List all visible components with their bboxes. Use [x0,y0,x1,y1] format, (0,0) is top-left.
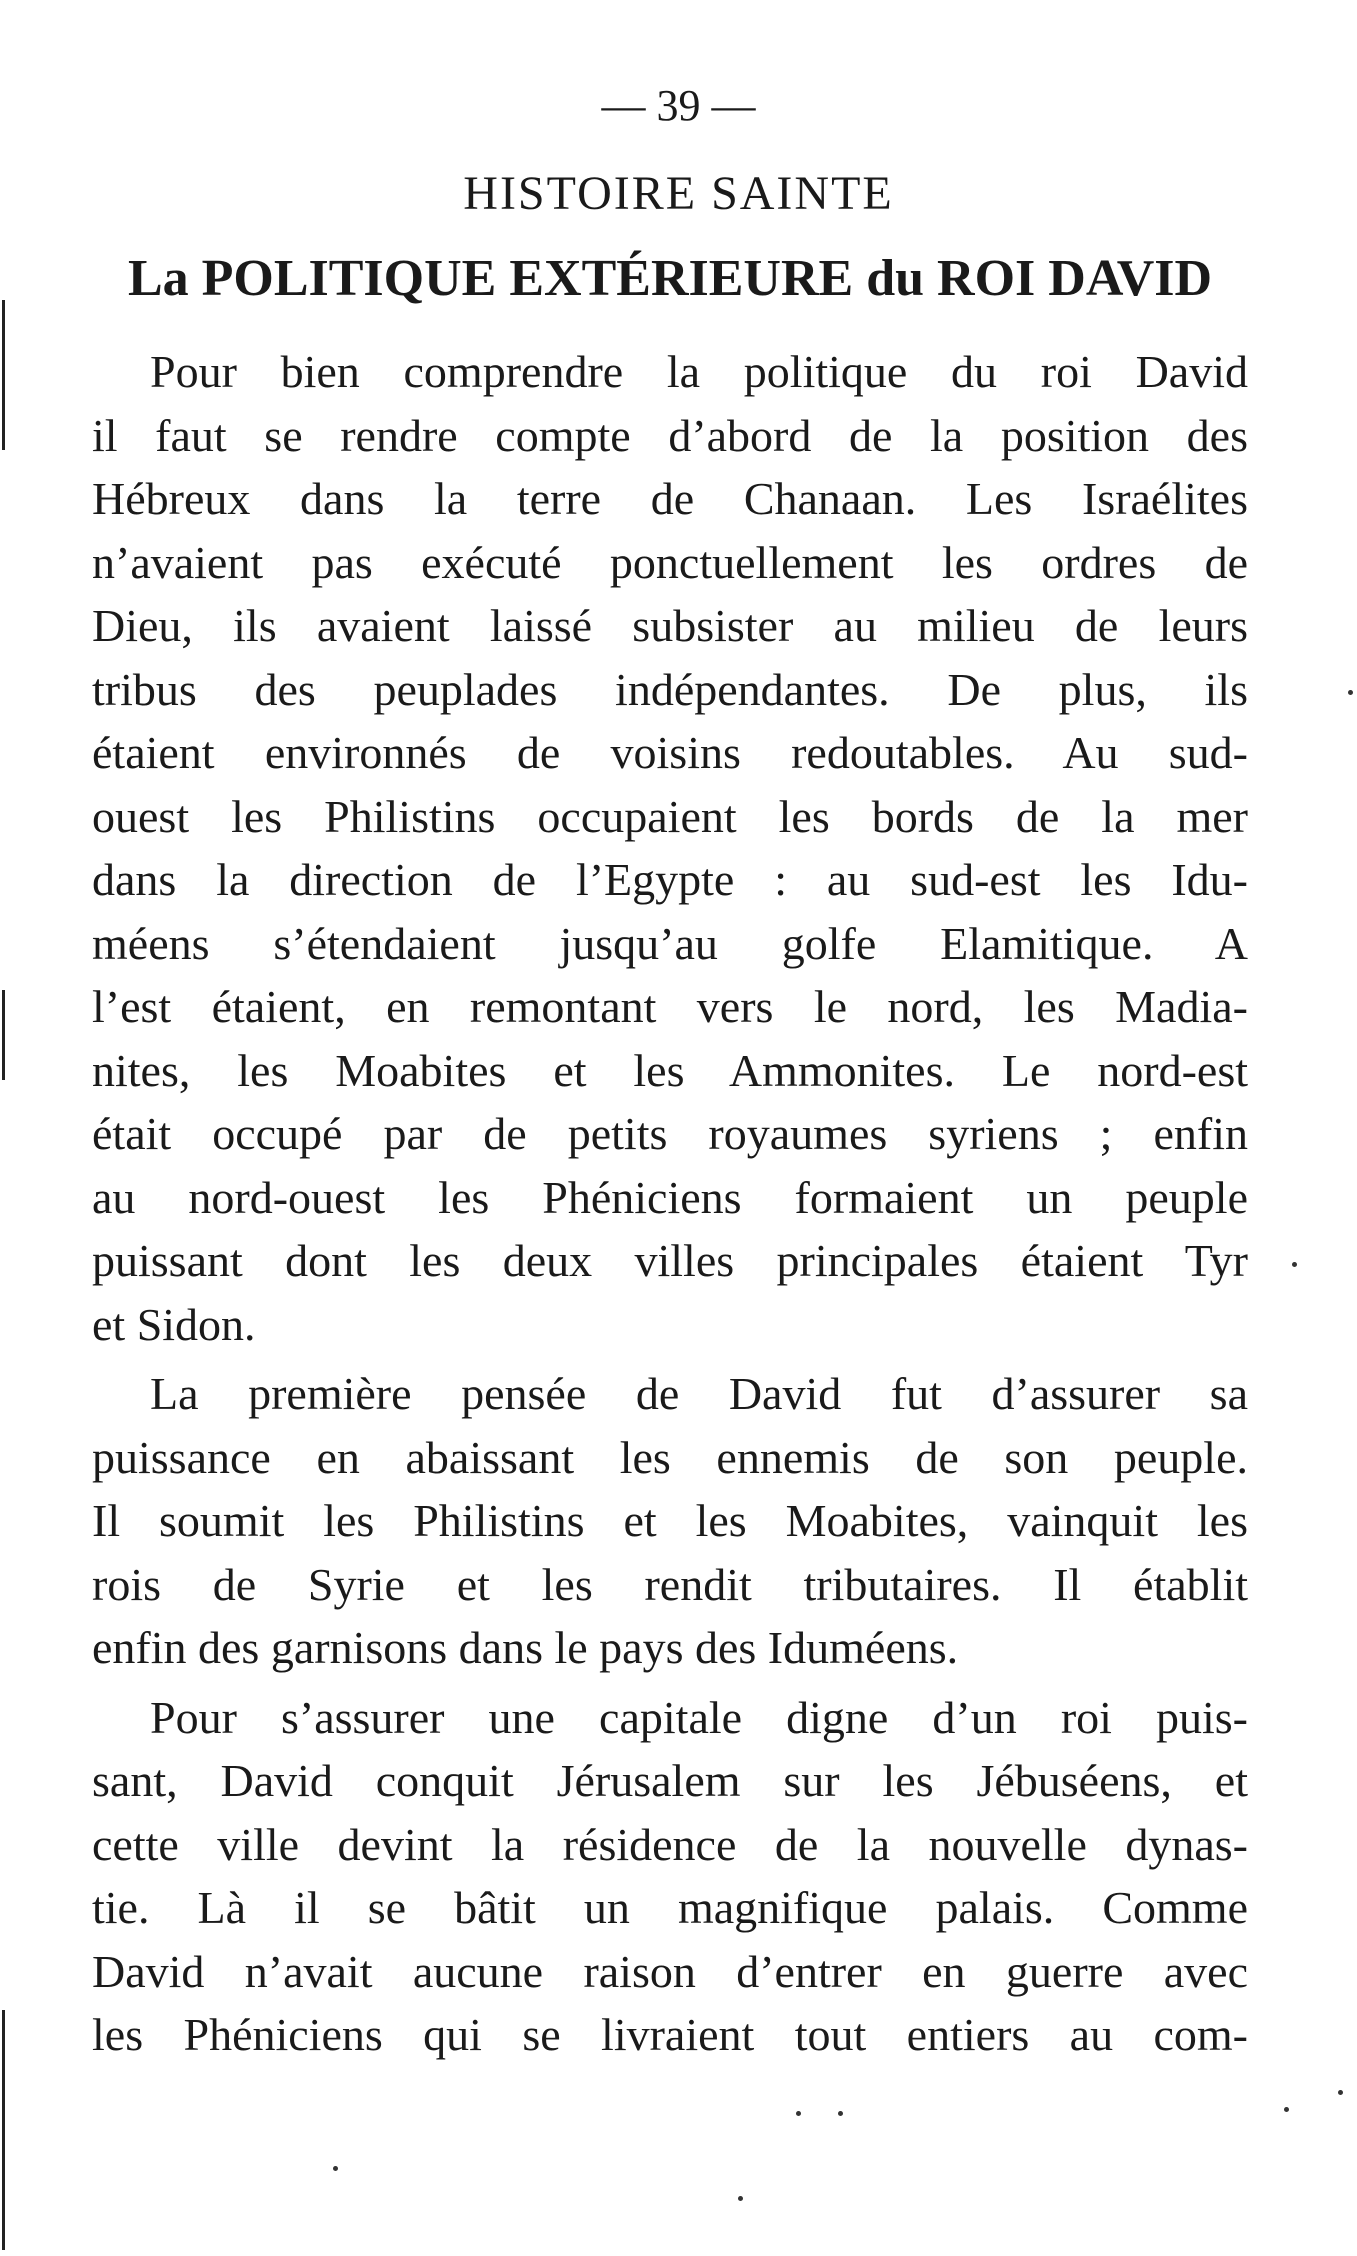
text-line: puissance en abaissant les ennemis de son peuple. [92,1431,1248,1483]
text-line: dans la direction de l’Egypte : au sud-est les Idu- [92,854,1248,905]
text-line: l’est étaient, en remontant vers le nord, les Madia- [92,981,1248,1032]
body-text [92,340,1248,2067]
section-title: HISTOIRE SAINTE [463,167,894,220]
scan-margin-mark [2,300,5,450]
text-line: ouest les Philistins occupaient les bords de la mer [92,790,1248,842]
article-title: La POLITIQUE EXTÉRIEURE du ROI DAVID [127,250,1213,307]
text-line: Il soumit les Philistins et les Moabites, vainquit les [92,1495,1248,1546]
text-line: nites, les Moabites et les Ammonites. Le nord-est [92,1044,1248,1096]
text-line: La première pensée de David fut d’assurer sa [150,1368,1248,1419]
text-line: n’avaient pas exécuté ponctuellement les ordres de [92,536,1248,588]
text-line: les Phéniciens qui se livraient tout entiers au com- [92,2009,1248,2060]
text-line: tie. Là il se bâtit un magnifique palais. Comme [92,1882,1248,1933]
scan-speck [1348,690,1353,695]
text-line: David n’avait aucune raison d’entrer en guerre avec [92,1945,1248,1997]
paragraph-1 [92,340,1248,1356]
scan-speck [1284,2107,1289,2112]
scan-speck [738,2196,743,2201]
text-line: puissant dont les deux villes principales étaient Tyr [92,1235,1248,1286]
text-line: étaient environnés de voisins redoutables. Au sud- [92,727,1248,778]
scan-speck [333,2166,338,2171]
text-line: Pour bien comprendre la politique du roi David [150,346,1248,397]
text-line: tribus des peuplades indépendantes. De plus, ils [92,663,1248,715]
text-line: enfin des garnisons dans le pays des Iduméens. [92,1622,959,1673]
text-line: et Sidon. [92,1298,256,1350]
scan-speck [796,2111,801,2116]
text-line: au nord-ouest les Phéniciens formaient un peuple [92,1171,1248,1223]
scan-speck [1292,1262,1297,1267]
scan-speck [1338,2090,1343,2095]
text-line: sant, David conquit Jérusalem sur les Jébuséens, et [92,1755,1248,1806]
paragraph-2 [92,1362,1248,1680]
paragraph-3 [92,1686,1248,2067]
text-line: il faut se rendre compte d’abord de la position des [92,409,1248,461]
text-line: Pour s’assurer une capitale digne d’un roi puis- [150,1691,1248,1743]
text-line: méens s’étendaient jusqu’au golfe Elamitique. A [92,917,1248,969]
scan-margin-mark [2,2010,5,2250]
text-line: Hébreux dans la terre de Chanaan. Les Israélites [92,473,1248,524]
scan-margin-mark [2,990,5,1080]
text-line: était occupé par de petits royaumes syriens ; enfin [92,1108,1248,1159]
text-line: cette ville devint la résidence de la nouvelle dynas- [92,1818,1248,1870]
text-line: Dieu, ils avaient laissé subsister au milieu de leurs [92,600,1248,651]
scan-speck [838,2111,843,2116]
text-line: rois de Syrie et les rendit tributaires. Il établit [92,1558,1248,1610]
page-number: — 39 — [601,81,756,130]
